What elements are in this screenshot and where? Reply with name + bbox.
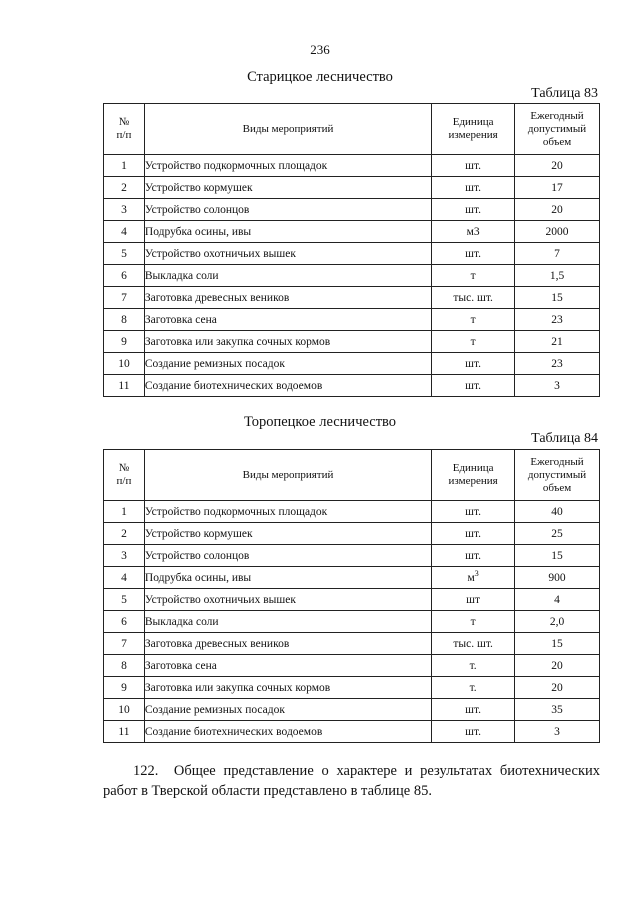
row-activity: Создание ремизных посадок (144, 699, 431, 721)
row-activity: Заготовка сена (144, 655, 431, 677)
table-row (104, 721, 600, 743)
row-number: 6 (104, 611, 145, 633)
row-number: 7 (104, 633, 145, 655)
table-row (104, 221, 600, 243)
row-activity: Устройство кормушек (144, 177, 431, 199)
row-number: 1 (104, 155, 145, 177)
row-unit: тыс. шт. (432, 633, 515, 655)
table-row (104, 331, 600, 353)
row-number: 4 (104, 567, 145, 589)
table-row (104, 309, 600, 331)
row-unit: шт. (432, 155, 515, 177)
row-activity: Устройство солонцов (144, 199, 431, 221)
row-number: 7 (104, 287, 145, 309)
row-activity: Заготовка древесных веников (144, 633, 431, 655)
table-label-83: Таблица 83 (531, 86, 598, 101)
row-activity: Устройство солонцов (144, 545, 431, 567)
row-activity: Создание биотехнических водоемов (144, 721, 431, 743)
row-value: 20 (515, 199, 600, 221)
paragraph-text: Общее представление о характере и результатах биотехнических работ в Тверской области представлено в таблице 85. (103, 763, 600, 799)
table-83 (103, 103, 600, 397)
row-activity: Создание биотехнических водоемов (144, 375, 431, 397)
section-title-toropetskoe: Торопецкое лесничество (243, 414, 397, 430)
row-unit: шт. (432, 523, 515, 545)
row-activity: Устройство подкормочных площадок (144, 155, 431, 177)
row-activity: Подрубка осины, ивы (144, 221, 431, 243)
table-row (104, 655, 600, 677)
header-activity: Виды мероприятий (144, 450, 431, 501)
row-number: 5 (104, 243, 145, 265)
header-activity: Виды мероприятий (144, 104, 431, 155)
row-activity: Заготовка или закупка сочных кормов (144, 677, 431, 699)
row-number: 9 (104, 331, 145, 353)
row-unit: шт. (432, 501, 515, 523)
row-activity: Заготовка или закупка сочных кормов (144, 331, 431, 353)
header-num: № п/п (104, 450, 145, 501)
table-row (104, 677, 600, 699)
row-value: 17 (515, 177, 600, 199)
table-row (104, 243, 600, 265)
row-number: 8 (104, 309, 145, 331)
row-number: 1 (104, 501, 145, 523)
header-unit: Единица измерения (432, 104, 515, 155)
table-row (104, 545, 600, 567)
row-value: 25 (515, 523, 600, 545)
table-row (104, 265, 600, 287)
row-number: 10 (104, 699, 145, 721)
row-value: 2,0 (515, 611, 600, 633)
row-activity: Создание ремизных посадок (144, 353, 431, 375)
row-value: 35 (515, 699, 600, 721)
row-number: 11 (104, 721, 145, 743)
row-unit: т. (432, 677, 515, 699)
table-row (104, 287, 600, 309)
row-value: 4 (515, 589, 600, 611)
row-unit: т (432, 309, 515, 331)
table-row (104, 177, 600, 199)
table-row (104, 523, 600, 545)
row-number: 3 (104, 199, 145, 221)
row-activity: Выкладка соли (144, 265, 431, 287)
table-row (104, 155, 600, 177)
row-number: 10 (104, 353, 145, 375)
row-unit: т (432, 265, 515, 287)
row-unit: шт. (432, 243, 515, 265)
row-number: 6 (104, 265, 145, 287)
row-activity: Устройство подкормочных площадок (144, 501, 431, 523)
table-84 (103, 449, 600, 743)
paragraph-122 (103, 761, 600, 801)
table-label-84: Таблица 84 (531, 431, 598, 446)
row-value: 23 (515, 353, 600, 375)
row-value: 1,5 (515, 265, 600, 287)
row-unit: шт. (432, 721, 515, 743)
row-value: 15 (515, 287, 600, 309)
table-row (104, 501, 600, 523)
row-value: 7 (515, 243, 600, 265)
table-row (104, 199, 600, 221)
row-unit: т (432, 331, 515, 353)
header-num: № п/п (104, 104, 145, 155)
row-unit: тыс. шт. (432, 287, 515, 309)
row-number: 8 (104, 655, 145, 677)
page-number: 236 (310, 42, 330, 57)
row-number: 11 (104, 375, 145, 397)
header-volume: Ежегодный допустимый объем (515, 450, 600, 501)
row-activity: Устройство кормушек (144, 523, 431, 545)
header-volume: Ежегодный допустимый объем (515, 104, 600, 155)
row-value: 2000 (515, 221, 600, 243)
row-activity: Выкладка соли (144, 611, 431, 633)
row-value: 3 (515, 721, 600, 743)
row-value: 15 (515, 545, 600, 567)
table-row (104, 353, 600, 375)
row-number: 4 (104, 221, 145, 243)
row-unit: шт. (432, 545, 515, 567)
section-title-staritskoe: Старицкое лесничество (247, 69, 393, 85)
table-row (104, 699, 600, 721)
row-value: 23 (515, 309, 600, 331)
row-unit: шт. (432, 375, 515, 397)
row-unit: т (432, 611, 515, 633)
row-unit: т. (432, 655, 515, 677)
row-value: 40 (515, 501, 600, 523)
row-activity: Устройство охотничьих вышек (144, 243, 431, 265)
header-unit: Единица измерения (432, 450, 515, 501)
row-value: 20 (515, 655, 600, 677)
table-row (104, 611, 600, 633)
row-unit: шт. (432, 699, 515, 721)
row-unit: шт. (432, 177, 515, 199)
row-unit: шт (432, 589, 515, 611)
row-value: 3 (515, 375, 600, 397)
row-activity: Устройство охотничьих вышек (144, 589, 431, 611)
row-value: 21 (515, 331, 600, 353)
row-number: 2 (104, 177, 145, 199)
table-row (104, 567, 600, 589)
row-unit: $м^3$ (432, 567, 515, 589)
row-number: 2 (104, 523, 145, 545)
table-row (104, 633, 600, 655)
row-value: 20 (515, 677, 600, 699)
row-value: 15 (515, 633, 600, 655)
row-number: 3 (104, 545, 145, 567)
row-value: 20 (515, 155, 600, 177)
row-activity: Заготовка сена (144, 309, 431, 331)
row-activity: Заготовка древесных веников (144, 287, 431, 309)
paragraph-number: 122. (133, 763, 159, 779)
row-unit: шт. (432, 199, 515, 221)
table-row (104, 589, 600, 611)
row-activity: Подрубка осины, ивы (144, 567, 431, 589)
row-unit: м3 (432, 221, 515, 243)
row-unit: шт. (432, 353, 515, 375)
row-number: 9 (104, 677, 145, 699)
row-value: 900 (515, 567, 600, 589)
row-number: 5 (104, 589, 145, 611)
table-row (104, 375, 600, 397)
